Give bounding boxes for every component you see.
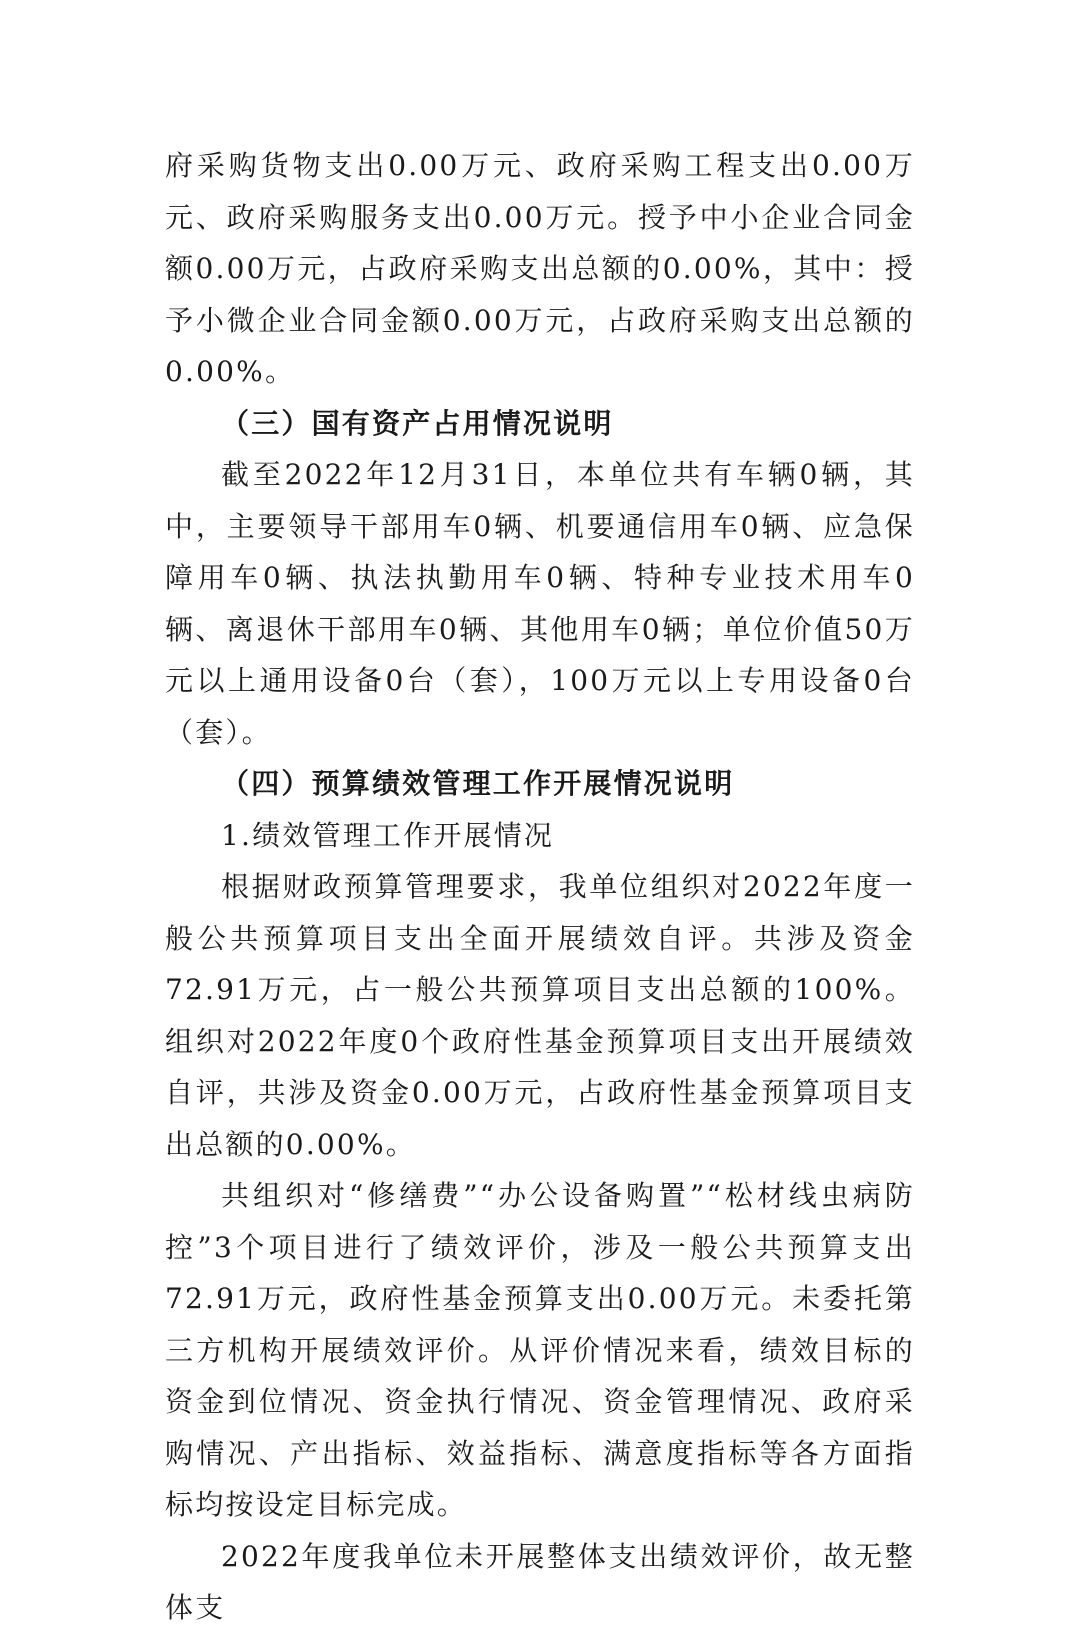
paragraph-procurement-continued: 府采购货物支出0.00万元、政府采购工程支出0.00万元、政府采购服务支出0.00万元。授予中小企业合同金额0.00万元，占政府采购支出总额的0.00%，其中：授予小微企业合同金额0.00万元，占政府采购支出总额的0.00%。 — [165, 149, 915, 388]
paragraph-overall-evaluation: 2022年度我单位未开展整体支出绩效评价，故无整体支 — [165, 1539, 915, 1624]
paragraph-self-evaluation: 根据财政预算管理要求，我单位组织对2022年度一般公共预算项目支出全面开展绩效自评。共涉及资金72.91万元，占一般公共预算项目支出总额的100%。组织对2022年度0个政府性基金预算项目支出开展绩效自评，共涉及资金0.00万元，占政府性基金预算项目支出总额的0.00%。 — [165, 870, 915, 1161]
subheading-performance-work: 1.绩效管理工作开展情况 — [221, 818, 555, 852]
paragraph-vehicles-equipment: 截至2022年12月31日，本单位共有车辆0辆，其中，主要领导干部用车0辆、机要通信用车0辆、应急保障用车0辆、执法执勤用车0辆、特种专业技术用车0辆、离退休干部用车0辆、其他用车0辆；单位价值50万元以上通用设备0台（套），100万元以上专用设备0台（套）。 — [165, 458, 915, 749]
document-body — [165, 140, 915, 1634]
section-heading-performance-management: （四）预算绩效管理工作开展情况说明 — [221, 767, 735, 800]
paragraph-project-evaluation: 共组织对“修缮费”“办公设备购置”“松材线虫病防控”3个项目进行了绩效评价，涉及一般公共预算支出72.91万元，政府性基金预算支出0.00万元。未委托第三方机构开展绩效评价。从评价情况来看，绩效目标的资金到位情况、资金执行情况、资金管理情况、政府采购情况、产出指标、效益指标、满意度指标等各方面指标均按设定目标完成。 — [165, 1179, 915, 1521]
section-heading-state-assets: （三）国有资产占用情况说明 — [221, 406, 614, 440]
